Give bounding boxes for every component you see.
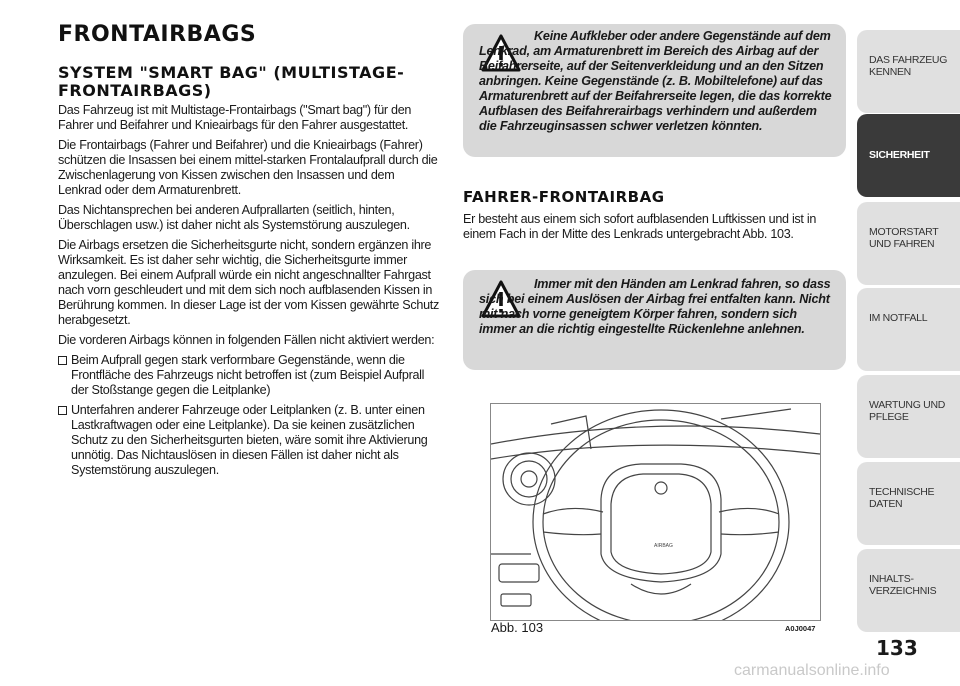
warning-box [463,24,846,157]
bullet-text: Beim Aufprall gegen stark verformbare Gegenstände, wenn die Frontfläche des Fahrzeugs nicht betroffen ist (zum Beispiel Aufprall der Stoßstange gegen die Leitplanke) [71,353,425,397]
checkbox-bullet-icon [58,356,67,365]
section-title-fahrer: FAHRER-FRONTAIRBAG [463,188,665,206]
watermark: carmanualsonline.info [734,662,890,679]
fahrer-text [463,212,846,247]
tab-motorstart-und-fahren[interactable]: MOTORSTART UND FAHREN [857,202,960,285]
paragraph: Die Airbags ersetzen die Sicherheitsgurte nicht, sondern ergänzen ihre Wirksamkeit. Es ist daher sehr wichtig, die Sicherheitsgurte immer anzulegen. Bei einem Aufprall würde ein nicht angeschnallter Fahrgast nach vorn geschleudert und mit dem sich noch aufblasenden Kissen in Berührung kommen. In dieser Lage ist der vom Kissen gewährte Schutz herabgesetzt. [58,238,440,327]
chapter-tabs [857,30,960,640]
paragraph: Die Frontairbags (Fahrer und Beifahrer) und die Knieairbags (Fahrer) schützen die Insassen bei einem mittel-starken Frontalaufprall durch die Zwischenlagerung von Kissen zwischen den Insassen und dem Lenkrad oder dem Armaturenbrett. [58,138,438,197]
steering-wheel-illustration [491,404,820,620]
airbag-label: AIRBAG [654,543,673,549]
tab-technische-daten[interactable]: TECHNISCHE DATEN [857,462,960,545]
page-title: FRONTAIRBAGS [58,22,257,47]
tab-sicherheit[interactable]: SICHERHEIT [857,114,960,197]
tab-das-fahrzeug-kennen[interactable]: DAS FAHRZEUG KENNEN [857,30,960,113]
paragraph: Das Fahrzeug ist mit Multistage-Frontairbags ("Smart bag") für den Fahrer und Beifahrer und Knieairbags für den Fahrer ausgestattet. [58,103,412,132]
bullet-text: Unterfahren anderer Fahrzeuge oder Leitplanken (z. B. unter einen Lastkraftwagen oder eine Leitplanke). Da sie keinen zusätzlichen Schutz zu den Sicherheitsgurten bieten, wäre somit ihre Aktivierung unnötig. Das Nichtauslösen in diesen Fällen ist daher nicht als Systemstörung auszulegen. [71,403,428,477]
bullet-item [58,403,441,478]
paragraph: Das Nichtansprechen bei anderen Aufprallarten (seitlich, hinten, Überschlagen usw.) ist daher nicht als Systemstörung auszulegen. [58,203,410,232]
left-column [58,103,441,483]
warning-box [463,270,846,370]
page-number: 133 [876,636,918,660]
section-title-smart-bag: SYSTEM "SMART BAG" (MULTISTAGE-FRONTAIRBAGS) [58,63,405,100]
checkbox-bullet-icon [58,406,67,415]
figure-steering-wheel [490,403,821,621]
tab-im-notfall[interactable]: IM NOTFALL [857,288,960,371]
tab-inhaltsverzeichnis[interactable]: INHALTS-VERZEICHNIS [857,549,960,632]
bullet-item [58,353,441,398]
paragraph: Er besteht aus einem sich sofort aufblasenden Luftkissen und ist in einem Fach in der Mitte des Lenkrads untergebracht Abb. 103. [463,212,817,241]
tab-wartung-und-pflege[interactable]: WARTUNG UND PFLEGE [857,375,960,458]
figure-code: A0J0047 [785,624,816,633]
warning-text: Keine Aufkleber oder andere Gegenstände auf dem Lenkrad, am Armaturenbrett im Bereich des Airbag auf der Beifahrerseite, auf der Seitenverkleidung und an den Sitzen anbringen. Keine Gegenstände (z. B. Mobiltelefone) auf das Armaturenbrett auf der Beifahrerseite legen, die das korrekte Aufblasen des Beifahrerairbags verhindern und außerdem die Fahrzeuginsassen schwer verletzen könnten. [479,29,832,133]
warning-text: Immer mit den Händen am Lenkrad fahren, so dass sich bei einem Auslösen der Airbag frei entfalten kann. Nicht mit nach vorne geneigtem Körper fahren, sondern sich immer an die richtig eingestellte Rückenlehne anlehnen. [479,277,831,336]
paragraph: Die vorderen Airbags können in folgenden Fällen nicht aktiviert werden: [58,333,435,347]
figure-caption: Abb. 103 [491,620,544,635]
